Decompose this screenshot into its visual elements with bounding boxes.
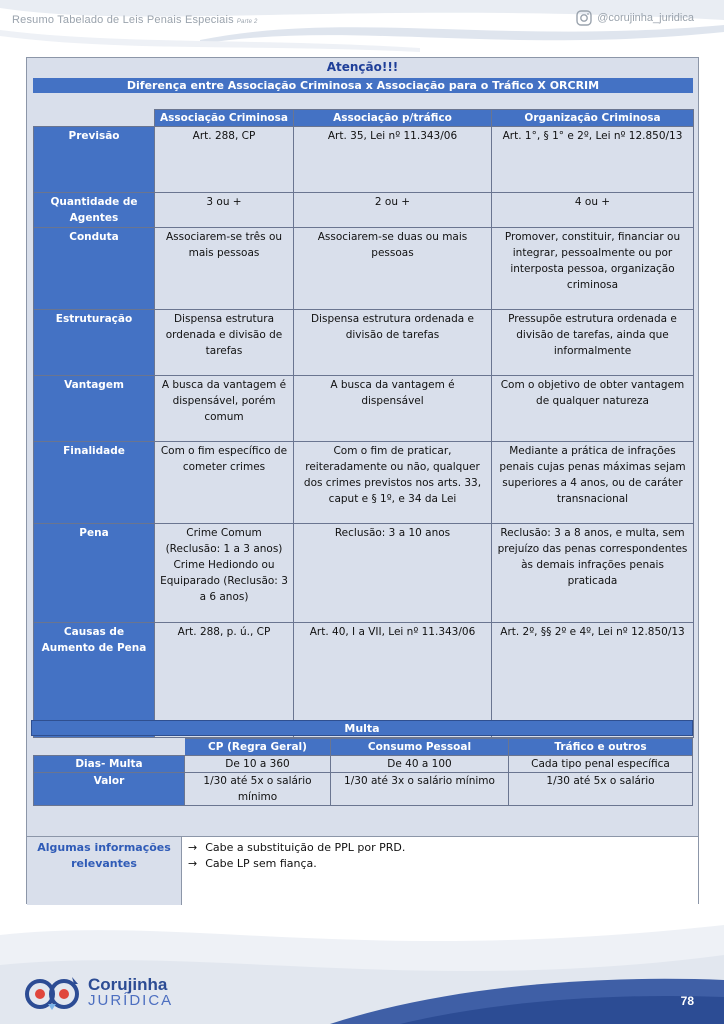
arrow-icon: →: [188, 841, 198, 854]
table-cell: 1/30 até 5x o salário: [509, 773, 693, 806]
column-header: Tráfico e outros: [509, 739, 693, 756]
table-cell: Pressupõe estrutura ordenada e divisão de tarefas, ainda que informalmente: [492, 310, 694, 376]
row-label: Dias- Multa: [34, 756, 185, 773]
list-item-text: Cabe LP sem fiança.: [205, 857, 317, 870]
table-cell: Cada tipo penal específica: [509, 756, 693, 773]
table-cell: Art. 2º, §§ 2º e 4º, Lei nº 12.850/13: [492, 623, 694, 738]
table-cell: Art. 35, Lei nº 11.343/06: [294, 127, 492, 193]
attention-title: Atenção!!!: [326, 60, 399, 74]
table-row: [34, 756, 693, 773]
table-cell: Mediante a prática de infrações penais cujas penas máximas sejam superiores a 4 anos, ou de caráter transnacional: [492, 442, 694, 524]
logo-text-top: Corujinha: [88, 975, 168, 994]
comparison-table: [33, 109, 694, 738]
row-label: Conduta: [34, 228, 155, 310]
table-row: [34, 773, 693, 806]
table-row: [34, 442, 694, 524]
table-row: [34, 193, 694, 228]
content-frame: [26, 57, 699, 904]
list-item: [188, 856, 692, 872]
table-row: [34, 524, 694, 623]
table-cell: Reclusão: 3 a 8 anos, e multa, sem prejuízo das penas correspondentes às demais infrações penais praticada: [492, 524, 694, 623]
comparison-header-row: [34, 110, 694, 127]
table-cell: Art. 1°, § 1° e 2º, Lei nº 12.850/13: [492, 127, 694, 193]
logo-text-bottom: JURÍDICA: [88, 992, 174, 1009]
row-label: Vantagem: [34, 376, 155, 442]
row-label: Causas de Aumento de Pena: [34, 623, 155, 738]
multa-table: [33, 738, 693, 806]
table-cell: De 40 a 100: [331, 756, 509, 773]
comparison-banner: Diferença entre Associação Criminosa x Associação para o Tráfico X ORCRIM: [33, 78, 693, 93]
document-part: Parte 2: [236, 19, 258, 25]
table-cell: De 10 a 360: [185, 756, 331, 773]
row-label: Valor: [34, 773, 185, 806]
row-label: Pena: [34, 524, 155, 623]
table-cell: Dispensa estrutura ordenada e divisão de tarefas: [155, 310, 294, 376]
instagram-label: @corujinha_juridica: [597, 12, 694, 24]
row-label: Finalidade: [34, 442, 155, 524]
table-cell: 3 ou +: [155, 193, 294, 228]
table-cell: 4 ou +: [492, 193, 694, 228]
header-corner: [34, 739, 185, 756]
column-header: Associação p/tráfico: [294, 110, 492, 127]
table-cell: Art. 40, I a VII, Lei nº 11.343/06: [294, 623, 492, 738]
table-cell: A busca da vantagem é dispensável, porém comum: [155, 376, 294, 442]
table-cell: Com o objetivo de obter vantagem de qualquer natureza: [492, 376, 694, 442]
table-cell: 1/30 até 3x o salário mínimo: [331, 773, 509, 806]
table-cell: Reclusão: 3 a 10 anos: [294, 524, 492, 623]
column-header: Organização Criminosa: [492, 110, 694, 127]
table-cell: Associarem-se duas ou mais pessoas: [294, 228, 492, 310]
table-row: [34, 310, 694, 376]
list-item: [188, 840, 692, 856]
row-label: Quantidade de Agentes: [34, 193, 155, 228]
page-number: 78: [680, 994, 694, 1008]
list-item-text: Cabe a substituição de PPL por PRD.: [205, 841, 406, 854]
document-title: Resumo Tabelado de Leis Penais Especiais: [12, 14, 234, 26]
table-cell: A busca da vantagem é dispensável: [294, 376, 492, 442]
relevant-info-list: [181, 837, 698, 905]
relevant-info-section: [27, 836, 698, 905]
table-row: [34, 376, 694, 442]
table-row: [34, 228, 694, 310]
instagram-icon: [576, 10, 592, 26]
row-label: Previsão: [34, 127, 155, 193]
table-cell: Associarem-se três ou mais pessoas: [155, 228, 294, 310]
table-cell: Dispensa estrutura ordenada e divisão de tarefas: [294, 310, 492, 376]
table-cell: Com o fim específico de cometer crimes: [155, 442, 294, 524]
document-header: [12, 14, 258, 26]
column-header: Consumo Pessoal: [331, 739, 509, 756]
header-corner: [34, 110, 155, 127]
relevant-info-label: Algumas informações relevantes: [27, 837, 181, 905]
brand-logo: [24, 974, 173, 1012]
multa-title: Multa: [31, 720, 693, 736]
table-cell: Art. 288, CP: [155, 127, 294, 193]
multa-section: [31, 720, 693, 736]
instagram-handle[interactable]: [576, 10, 694, 26]
arrow-icon: →: [188, 857, 198, 870]
owl-logo-icon: [24, 974, 84, 1012]
table-cell: 2 ou +: [294, 193, 492, 228]
table-cell: Art. 288, p. ú., CP: [155, 623, 294, 738]
multa-header-row: [34, 739, 693, 756]
column-header: CP (Regra Geral): [185, 739, 331, 756]
top-wave-decoration: [0, 0, 724, 60]
row-label: Estruturação: [34, 310, 155, 376]
table-cell: Crime Comum (Reclusão: 1 a 3 anos) Crime Hediondo ou Equiparado (Reclusão: 3 a 6 anos): [155, 524, 294, 623]
table-cell: 1/30 até 5x o salário mínimo: [185, 773, 331, 806]
table-cell: Com o fim de praticar, reiteradamente ou não, qualquer dos crimes previstos nos arts. 33, caput e § 1º, e 34 da Lei: [294, 442, 492, 524]
table-row: [34, 127, 694, 193]
table-cell: Promover, constituir, financiar ou integrar, pessoalmente ou por interposta pessoa, organização criminosa: [492, 228, 694, 310]
column-header: Associação Criminosa: [155, 110, 294, 127]
